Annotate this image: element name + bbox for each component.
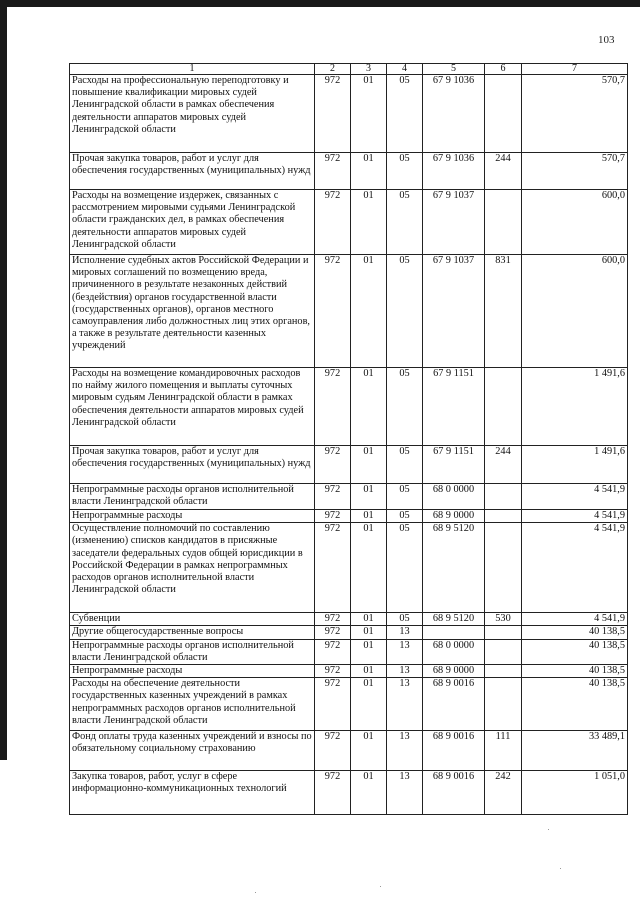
row-name: Другие общегосударственные вопросы xyxy=(70,626,315,639)
table-row xyxy=(70,484,628,510)
row-ministry-code: 972 xyxy=(315,255,351,368)
table-row xyxy=(70,626,628,639)
table-row xyxy=(70,678,628,731)
row-expense-type: 111 xyxy=(485,731,522,771)
row-subsection-code: 05 xyxy=(387,255,423,368)
column-header: 6 xyxy=(485,64,522,75)
row-subsection-code: 13 xyxy=(387,665,423,678)
row-subsection-code: 05 xyxy=(387,153,423,190)
row-subsection-code: 05 xyxy=(387,613,423,626)
row-name: Фонд оплаты труда казенных учреждений и взносы по обязательному социальному страхованию xyxy=(70,731,315,771)
row-ministry-code: 972 xyxy=(315,626,351,639)
row-target-article: 68 9 0000 xyxy=(423,665,485,678)
table-row xyxy=(70,255,628,368)
row-expense-type xyxy=(485,190,522,255)
row-amount: 1 051,0 xyxy=(522,771,628,815)
row-name: Закупка товаров, работ, услуг в сфере информационно-коммуникационных технологий xyxy=(70,771,315,815)
scan-speck xyxy=(560,868,561,869)
table-row xyxy=(70,613,628,626)
row-section-code: 01 xyxy=(351,678,387,731)
row-name: Расходы на профессиональную переподготовку и повышение квалификации мировых судей Ленинградской области в рамках обеспечения деятельности аппаратов мировых судей Ленинградской области xyxy=(70,75,315,153)
row-subsection-code: 05 xyxy=(387,446,423,484)
row-amount: 600,0 xyxy=(522,190,628,255)
row-target-article: 68 9 0016 xyxy=(423,678,485,731)
row-target-article: 68 9 0016 xyxy=(423,731,485,771)
column-header: 7 xyxy=(522,64,628,75)
row-amount: 33 489,1 xyxy=(522,731,628,771)
row-subsection-code: 13 xyxy=(387,731,423,771)
row-section-code: 01 xyxy=(351,613,387,626)
row-section-code: 01 xyxy=(351,510,387,523)
row-expense-type xyxy=(485,626,522,639)
row-section-code: 01 xyxy=(351,153,387,190)
row-target-article: 68 9 0016 xyxy=(423,771,485,815)
row-target-article: 67 9 1151 xyxy=(423,368,485,446)
row-section-code: 01 xyxy=(351,446,387,484)
row-section-code: 01 xyxy=(351,368,387,446)
table-row xyxy=(70,510,628,523)
table-row xyxy=(70,368,628,446)
row-expense-type: 244 xyxy=(485,446,522,484)
row-target-article: 67 9 1036 xyxy=(423,75,485,153)
row-ministry-code: 972 xyxy=(315,639,351,664)
row-section-code: 01 xyxy=(351,731,387,771)
row-subsection-code: 05 xyxy=(387,75,423,153)
column-header: 5 xyxy=(423,64,485,75)
column-header: 1 xyxy=(70,64,315,75)
scan-speck xyxy=(548,829,549,830)
row-expense-type: 244 xyxy=(485,153,522,190)
row-name: Субвенции xyxy=(70,613,315,626)
row-ministry-code: 972 xyxy=(315,523,351,613)
row-subsection-code: 05 xyxy=(387,523,423,613)
table-row xyxy=(70,75,628,153)
row-ministry-code: 972 xyxy=(315,190,351,255)
table-row xyxy=(70,190,628,255)
row-expense-type xyxy=(485,665,522,678)
row-subsection-code: 13 xyxy=(387,626,423,639)
row-expense-type xyxy=(485,368,522,446)
row-target-article: 68 0 0000 xyxy=(423,639,485,664)
row-subsection-code: 05 xyxy=(387,368,423,446)
row-section-code: 01 xyxy=(351,771,387,815)
row-section-code: 01 xyxy=(351,75,387,153)
row-name: Непрограммные расходы органов исполнительной власти Ленинградской области xyxy=(70,639,315,664)
row-amount: 40 138,5 xyxy=(522,678,628,731)
column-header: 2 xyxy=(315,64,351,75)
row-section-code: 01 xyxy=(351,484,387,510)
row-amount: 1 491,6 xyxy=(522,368,628,446)
row-ministry-code: 972 xyxy=(315,368,351,446)
row-name: Непрограммные расходы xyxy=(70,510,315,523)
row-name: Расходы на возмещение издержек, связанных с рассмотрением мировыми судьями Ленинградской области гражданских дел, в рамках обеспечения деятельности аппаратов мировых судей Ленинградской области xyxy=(70,190,315,255)
row-amount: 570,7 xyxy=(522,75,628,153)
row-amount: 4 541,9 xyxy=(522,613,628,626)
row-ministry-code: 972 xyxy=(315,771,351,815)
budget-table xyxy=(69,63,628,815)
row-target-article: 67 9 1037 xyxy=(423,190,485,255)
row-section-code: 01 xyxy=(351,523,387,613)
column-header: 3 xyxy=(351,64,387,75)
row-ministry-code: 972 xyxy=(315,446,351,484)
row-ministry-code: 972 xyxy=(315,613,351,626)
row-expense-type: 242 xyxy=(485,771,522,815)
scan-edge-top xyxy=(0,0,640,7)
row-subsection-code: 13 xyxy=(387,678,423,731)
row-section-code: 01 xyxy=(351,255,387,368)
row-ministry-code: 972 xyxy=(315,678,351,731)
row-amount: 4 541,9 xyxy=(522,523,628,613)
scan-speck xyxy=(380,886,381,887)
table-row xyxy=(70,731,628,771)
row-expense-type xyxy=(485,639,522,664)
row-section-code: 01 xyxy=(351,639,387,664)
row-section-code: 01 xyxy=(351,665,387,678)
row-amount: 4 541,9 xyxy=(522,484,628,510)
row-expense-type xyxy=(485,678,522,731)
table-row xyxy=(70,523,628,613)
column-number-row xyxy=(70,64,628,75)
row-name: Расходы на обеспечение деятельности государственных казенных учреждений в рамках непрограммных расходов органов исполнительной власти Ленинградской области xyxy=(70,678,315,731)
row-subsection-code: 05 xyxy=(387,510,423,523)
row-amount: 1 491,6 xyxy=(522,446,628,484)
row-section-code: 01 xyxy=(351,626,387,639)
row-ministry-code: 972 xyxy=(315,731,351,771)
row-expense-type: 831 xyxy=(485,255,522,368)
page-number: 103 xyxy=(598,34,615,46)
row-name: Непрограммные расходы органов исполнительной власти Ленинградской области xyxy=(70,484,315,510)
table-row xyxy=(70,153,628,190)
row-target-article: 67 9 1036 xyxy=(423,153,485,190)
row-name: Прочая закупка товаров, работ и услуг для обеспечения государственных (муниципальных) нужд xyxy=(70,153,315,190)
row-expense-type xyxy=(485,510,522,523)
row-ministry-code: 972 xyxy=(315,510,351,523)
row-subsection-code: 13 xyxy=(387,639,423,664)
table-row xyxy=(70,665,628,678)
row-amount: 570,7 xyxy=(522,153,628,190)
table-row xyxy=(70,446,628,484)
row-amount: 40 138,5 xyxy=(522,626,628,639)
row-subsection-code: 13 xyxy=(387,771,423,815)
table-row xyxy=(70,771,628,815)
row-amount: 40 138,5 xyxy=(522,665,628,678)
scan-speck xyxy=(255,892,256,893)
row-amount: 40 138,5 xyxy=(522,639,628,664)
row-section-code: 01 xyxy=(351,190,387,255)
row-target-article: 67 9 1151 xyxy=(423,446,485,484)
row-name: Исполнение судебных актов Российской Федерации и мировых соглашений по возмещению вреда, причиненного в результате незаконных действий (бездействия) органов государственной власти (государственных органов), органов местного самоуправления либо должностных лиц этих органов, а также в результате деятельности казенных учреждений xyxy=(70,255,315,368)
row-amount: 600,0 xyxy=(522,255,628,368)
row-target-article: 68 9 0000 xyxy=(423,510,485,523)
row-target-article: 68 9 5120 xyxy=(423,613,485,626)
row-ministry-code: 972 xyxy=(315,484,351,510)
row-expense-type xyxy=(485,523,522,613)
table-row xyxy=(70,639,628,664)
row-subsection-code: 05 xyxy=(387,484,423,510)
row-expense-type xyxy=(485,75,522,153)
row-name: Расходы на возмещение командировочных расходов по найму жилого помещения и выплаты суточных мировым судьям Ленинградской области в рамках обеспечения деятельности аппаратов мировых судей Ленинградской области xyxy=(70,368,315,446)
row-target-article: 68 0 0000 xyxy=(423,484,485,510)
row-target-article: 67 9 1037 xyxy=(423,255,485,368)
row-ministry-code: 972 xyxy=(315,665,351,678)
row-expense-type xyxy=(485,484,522,510)
row-expense-type: 530 xyxy=(485,613,522,626)
scan-edge-left xyxy=(0,0,7,760)
column-header: 4 xyxy=(387,64,423,75)
row-target-article xyxy=(423,626,485,639)
row-name: Непрограммные расходы xyxy=(70,665,315,678)
row-amount: 4 541,9 xyxy=(522,510,628,523)
row-ministry-code: 972 xyxy=(315,153,351,190)
row-name: Осуществление полномочий по составлению (изменению) списков кандидатов в присяжные заседатели федеральных судов общей юрисдикции в Российской Федерации в рамках непрограммных расходов органов исполнительной власти Ленинградской области xyxy=(70,523,315,613)
row-ministry-code: 972 xyxy=(315,75,351,153)
row-name: Прочая закупка товаров, работ и услуг для обеспечения государственных (муниципальных) нужд xyxy=(70,446,315,484)
row-target-article: 68 9 5120 xyxy=(423,523,485,613)
row-subsection-code: 05 xyxy=(387,190,423,255)
